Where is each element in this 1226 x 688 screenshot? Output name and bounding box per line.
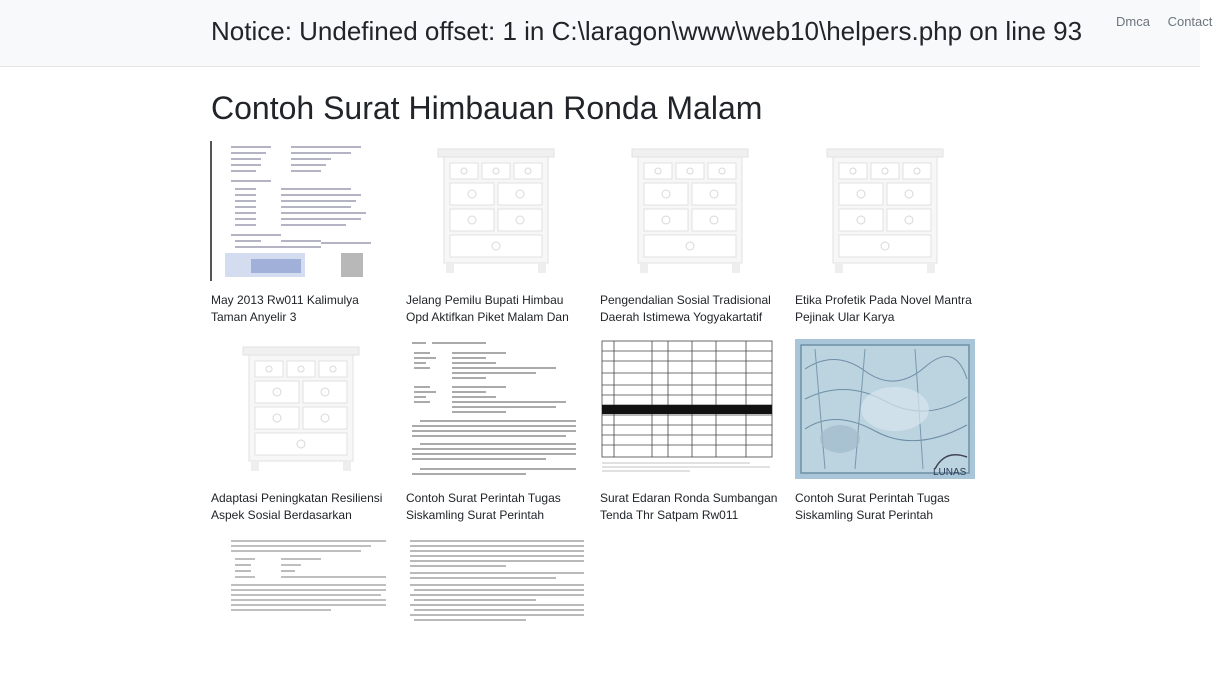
thumbnail-dresser-placeholder[interactable]	[211, 339, 391, 479]
thumbnail-table-document[interactable]	[600, 339, 780, 479]
thumbnail-document-scan[interactable]	[211, 141, 391, 281]
item-caption[interactable]: May 2013 Rw011 Kalimulya Taman Anyelir 3	[211, 293, 359, 324]
item-caption[interactable]: Contoh Surat Perintah Tugas Siskamling Surat Perintah	[406, 491, 561, 522]
item-caption[interactable]: Adaptasi Peningkatan Resiliensi Aspek Sosial Berdasarkan	[211, 491, 383, 522]
php-notice-text: Notice: Undefined offset: 1 in C:\laragon\www\web10\helpers.php on line 93	[211, 16, 1083, 46]
thumbnail-dresser-placeholder[interactable]	[795, 141, 975, 281]
gallery-item[interactable]	[795, 141, 975, 326]
gallery-item[interactable]	[406, 141, 586, 326]
nav-links	[1116, 14, 1226, 29]
item-caption[interactable]: Etika Profetik Pada Novel Mantra Pejinak Ular Karya	[795, 293, 972, 324]
thumbnail-dresser-placeholder[interactable]	[600, 141, 780, 281]
gallery-item[interactable]	[211, 339, 391, 524]
thumbnail-map-image[interactable]	[795, 339, 975, 479]
thumbnail-letter-document[interactable]	[406, 339, 586, 479]
item-caption[interactable]: Jelang Pemilu Bupati Himbau Opd Aktifkan Piket Malam Dan	[406, 293, 569, 324]
gallery-item[interactable]	[600, 141, 780, 326]
item-caption[interactable]: Surat Edaran Ronda Sumbangan Tenda Thr Satpam Rw011	[600, 491, 778, 522]
map-label: LUNAS	[933, 467, 967, 478]
gallery-item[interactable]	[406, 339, 586, 524]
gallery-item[interactable]	[600, 339, 780, 524]
nav-link-dmca[interactable]: Dmca	[1116, 14, 1150, 29]
thumbnail-letter-document[interactable]	[211, 537, 391, 677]
item-caption[interactable]: Contoh Surat Perintah Tugas Siskamling Surat Perintah	[795, 491, 950, 522]
nav-link-contact[interactable]: Contact	[1167, 14, 1213, 29]
thumbnail-dresser-placeholder[interactable]	[406, 141, 586, 281]
gallery-item[interactable]	[211, 141, 391, 326]
thumbnail-text-document[interactable]	[406, 537, 586, 677]
gallery-item[interactable]	[406, 537, 586, 688]
page-title: Contoh Surat Himbauan Ronda Malam	[211, 90, 763, 126]
gallery-item[interactable]	[211, 537, 391, 688]
item-caption[interactable]: Pengendalian Sosial Tradisional Daerah Istimewa Yogyakartatif	[600, 293, 771, 324]
gallery-item[interactable]	[795, 339, 975, 524]
top-navbar	[0, 0, 1213, 67]
